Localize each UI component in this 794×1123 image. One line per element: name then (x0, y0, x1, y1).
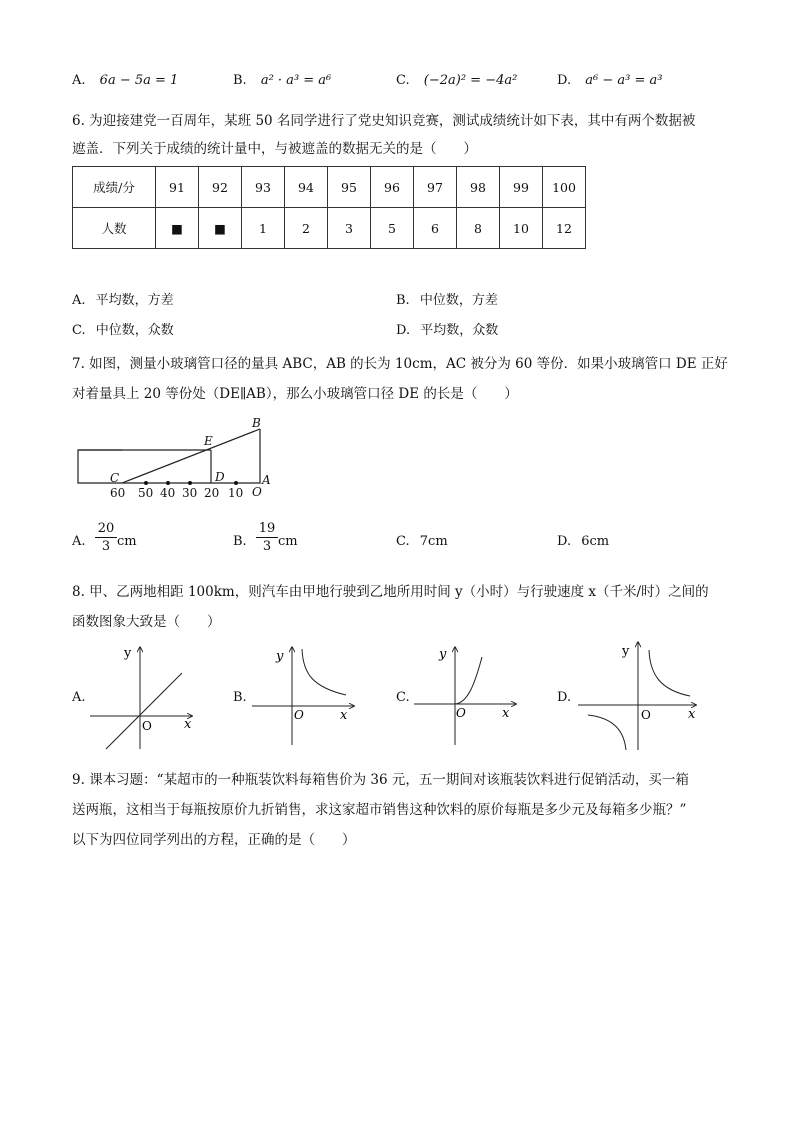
tick-label: 30 (182, 486, 198, 500)
fraction-denominator: 3 (101, 539, 111, 554)
q5-option-d-expr: a⁶ − a³ = a³ (585, 73, 663, 88)
q6-stem-line2: 遮盖．下列关于成绩的统计量中，与被遮盖的数据无关的是（ ） (72, 141, 477, 157)
q9-stem-line2: 送两瓶，这相当于每瓶按原价九折销售，求这家超市销售这种饮料的原价每瓶是多少元及每箱多少瓶？” (72, 802, 687, 818)
q7-option-a-fraction (95, 521, 117, 554)
table-cell: 5 (371, 208, 414, 249)
q8-graph-b (250, 643, 360, 753)
fraction-bar (95, 537, 117, 538)
q5-option-b (233, 73, 331, 88)
table-cell: 10 (500, 208, 543, 249)
q6-option-c (72, 319, 174, 338)
graph-curve-q3 (588, 715, 626, 750)
q5-option-a (72, 73, 178, 88)
q6-option-c-letter: C. (72, 323, 86, 338)
q6-score-table (72, 166, 586, 249)
label-b: B (252, 416, 261, 430)
table-row (73, 208, 586, 249)
q8-graph-a (88, 643, 198, 753)
q8-option-d-letter: D. (557, 690, 572, 705)
q8-graph-d (576, 638, 700, 754)
q7-option-b-unit: cm (278, 534, 298, 549)
axis-label-y: y (124, 646, 132, 661)
q8-stem-line1: 8. 甲、乙两地相距 100km，则汽车由甲地行驶到乙地所用时间 y（小时）与行驶速度 x（千米/时）之间的 (72, 584, 709, 600)
table-cell: 94 (285, 167, 328, 208)
label-o: O (252, 485, 262, 499)
q6-option-a (72, 289, 174, 308)
q7-option-d-letter: D. (557, 534, 572, 549)
q6-option-d (396, 319, 498, 338)
table-cell: 97 (414, 167, 457, 208)
q6-option-a-letter: A. (72, 293, 86, 308)
origin-label: O (294, 708, 304, 722)
table-cell: 99 (500, 167, 543, 208)
axis-label-x: x (184, 717, 192, 732)
tick-label: 20 (204, 486, 220, 500)
table-cell: 96 (371, 167, 414, 208)
q5-option-b-expr: a² · a³ = a⁶ (260, 73, 332, 88)
q9-stem-line3: 以下为四位同学列出的方程，正确的是（ ） (72, 832, 356, 848)
tick-label: 10 (228, 486, 244, 500)
q7-measuring-tool-figure (70, 412, 290, 504)
tick-dot (166, 481, 170, 485)
q7-option-c (396, 534, 448, 549)
q7-stem-line2: 对着量具上 20 等份处（DE∥AB），那么小玻璃管口径 DE 的长是（ ） (72, 386, 518, 402)
q6-stem-line1: 6. 为迎接建党一百周年，某班 50 名同学进行了党史知识竞赛，测试成绩统计如下表，其中有两个数据被 (72, 113, 696, 129)
fraction-numerator: 19 (258, 521, 276, 536)
q6-option-a-text: 平均数，方差 (95, 293, 174, 308)
origin-label: O (641, 708, 651, 722)
tick-dot (188, 481, 192, 485)
table-cell: 6 (414, 208, 457, 249)
slant-line-cb (122, 429, 260, 483)
q9-stem-line1: 9. 课本习题：“某超市的一种瓶装饮料每箱售价为 36 元，五一期间对该瓶装饮料进行促销活动，买一箱 (72, 772, 689, 788)
graph-curve (302, 649, 346, 695)
q8-graph-c (412, 643, 522, 753)
table-cell: 92 (199, 167, 242, 208)
q6-option-b (396, 289, 498, 308)
q8-option-c-letter: C. (396, 690, 410, 705)
axis-label-y: y (276, 649, 284, 664)
tick-label: 40 (160, 486, 176, 500)
q5-option-c-letter: C. (396, 73, 410, 88)
table-header-count: 人数 (73, 208, 156, 249)
origin-label: O (142, 719, 152, 733)
q6-option-c-text: 中位数，众数 (95, 323, 174, 338)
q5-option-b-letter: B. (233, 73, 247, 88)
table-cell: 3 (328, 208, 371, 249)
tick-label: 60 (110, 486, 126, 500)
q7-option-d-text: 6cm (581, 534, 610, 549)
ruler-outline (78, 429, 260, 483)
graph-curve-q1 (649, 650, 690, 696)
label-a: A (262, 473, 271, 487)
label-c: C (110, 471, 120, 485)
table-cell: 1 (242, 208, 285, 249)
q7-option-a-letter: A. (72, 534, 86, 549)
q6-option-b-text: 中位数，方差 (419, 293, 498, 308)
table-cell: 12 (543, 208, 586, 249)
origin-label: O (456, 706, 466, 720)
table-cell: 93 (242, 167, 285, 208)
q6-option-b-letter: B. (396, 293, 410, 308)
axis-label-x: x (688, 707, 696, 722)
q8-option-b-letter: B. (233, 690, 247, 705)
table-row (73, 167, 586, 208)
axis-label-x: x (340, 708, 348, 723)
q7-option-c-text: 7cm (419, 534, 448, 549)
q5-option-c-expr: (−2a)² = −4a² (423, 73, 518, 88)
axis-label-x: x (502, 706, 510, 721)
q6-option-d-letter: D. (396, 323, 411, 338)
q7-stem-line1: 7. 如图，测量小玻璃管口径的量具 ABC，AB 的长为 10cm，AC 被分为 60 等份．如果小玻璃管口 DE 正好 (72, 356, 728, 372)
q5-option-c (396, 73, 517, 88)
table-cell: 91 (156, 167, 199, 208)
table-cell-hidden: ■ (156, 208, 199, 249)
table-cell: 2 (285, 208, 328, 249)
graph-line (106, 673, 182, 749)
fraction-bar (256, 537, 278, 538)
table-cell: 100 (543, 167, 586, 208)
table-cell-hidden: ■ (199, 208, 242, 249)
fraction-denominator: 3 (262, 539, 272, 554)
q7-option-a-unit: cm (117, 534, 137, 549)
q5-option-a-letter: A. (72, 73, 86, 88)
q7-option-d (557, 534, 609, 549)
axis-label-y: y (439, 647, 447, 662)
tick-dot (234, 481, 238, 485)
label-e: E (204, 434, 213, 448)
q7-option-b-fraction (256, 521, 278, 554)
q8-option-a-letter: A. (72, 690, 86, 705)
label-d: D (215, 470, 225, 484)
q8-stem-line2: 函数图象大致是（ ） (72, 614, 221, 630)
q7-option-c-letter: C. (396, 534, 410, 549)
table-cell: 95 (328, 167, 371, 208)
table-cell: 8 (457, 208, 500, 249)
table-header-score: 成绩/分 (73, 167, 156, 208)
q7-option-b-letter: B. (233, 534, 247, 549)
q5-option-a-expr: 6a − 5a = 1 (99, 73, 179, 88)
tick-dot (144, 481, 148, 485)
q5-option-d (557, 73, 662, 88)
tick-label: 50 (138, 486, 154, 500)
q6-option-d-text: 平均数，众数 (420, 323, 499, 338)
graph-curve (455, 657, 482, 704)
q5-option-d-letter: D. (557, 73, 572, 88)
fraction-numerator: 20 (97, 521, 115, 536)
axis-label-y: y (622, 644, 630, 659)
table-cell: 98 (457, 167, 500, 208)
